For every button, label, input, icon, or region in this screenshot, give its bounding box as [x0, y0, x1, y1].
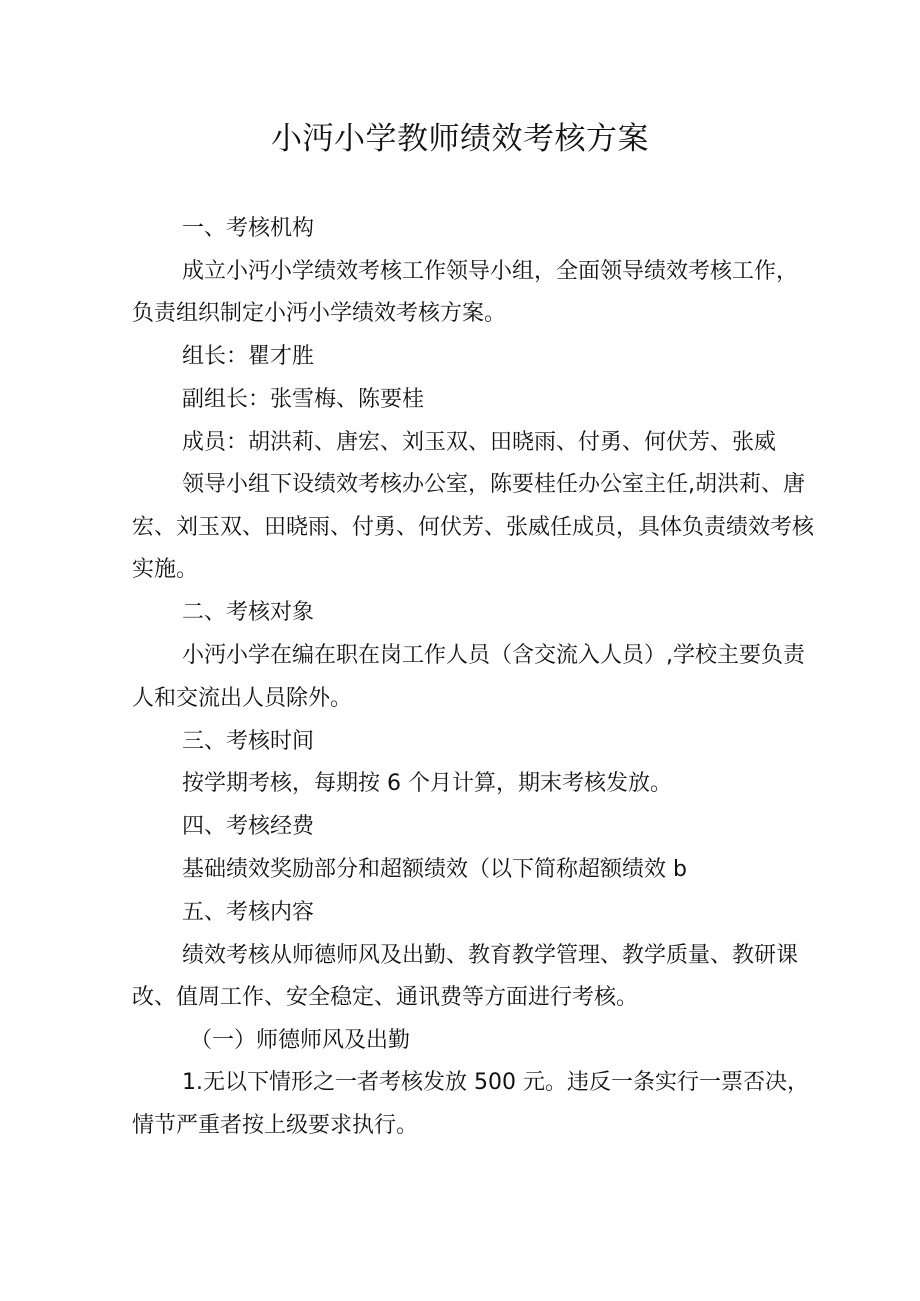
paragraph-line: 组长：瞿才胜 [182, 344, 315, 369]
section-heading-5: 五、考核内容 [182, 900, 315, 925]
paragraph-line: 情节严重者按上级要求执行。 [132, 1113, 419, 1138]
paragraph-line: 按学期考核，每期按 6 个月计算，期末考核发放。 [182, 771, 672, 796]
paragraph-line: 成员：胡洪莉、唐宏、刘玉双、田晓雨、付勇、何伏芳、张威 [182, 430, 777, 455]
section-heading-3: 三、考核时间 [182, 729, 315, 754]
paragraph-line: 领导小组下设绩效考核办公室，陈要桂任办公室主任,胡洪莉、唐 [182, 472, 805, 497]
paragraph-line: 成立小沔小学绩效考核工作领导小组，全面领导绩效考核工作， [182, 259, 799, 284]
paragraph-line: 1.无以下情形之一者考核发放 500 元。违反一条实行一票否决， [182, 1070, 809, 1095]
paragraph-line: 改、值周工作、安全稳定、通讯费等方面进行考核。 [132, 985, 639, 1010]
paragraph-line: 宏、刘玉双、田晓雨、付勇、何伏芳、张威任成员，具体负责绩效考核 [132, 515, 815, 540]
document-title: 小沔小学教师绩效考核方案 [271, 121, 649, 157]
section-heading-4: 四、考核经费 [182, 814, 315, 839]
paragraph-line: 小沔小学在编在职在岗工作人员（含交流入人员）,学校主要负责 [182, 643, 805, 668]
section-heading-2: 二、考核对象 [182, 600, 315, 625]
paragraph-line: 负责组织制定小沔小学绩效考核方案。 [132, 301, 507, 326]
subsection-heading: （一）师德师风及出勤 [190, 1028, 411, 1053]
paragraph-line: 人和交流出人员除外。 [132, 686, 353, 711]
section-heading-1: 一、考核机构 [182, 216, 315, 241]
paragraph-line: 基础绩效奖励部分和超额绩效（以下简称超额绩效 b [182, 857, 687, 882]
paragraph-line: 绩效考核从师德师风及出勤、教育教学管理、教学质量、教研课 [182, 943, 799, 968]
paragraph-line: 实施。 [132, 557, 199, 582]
paragraph-line: 副组长：张雪梅、陈要桂 [182, 387, 425, 412]
